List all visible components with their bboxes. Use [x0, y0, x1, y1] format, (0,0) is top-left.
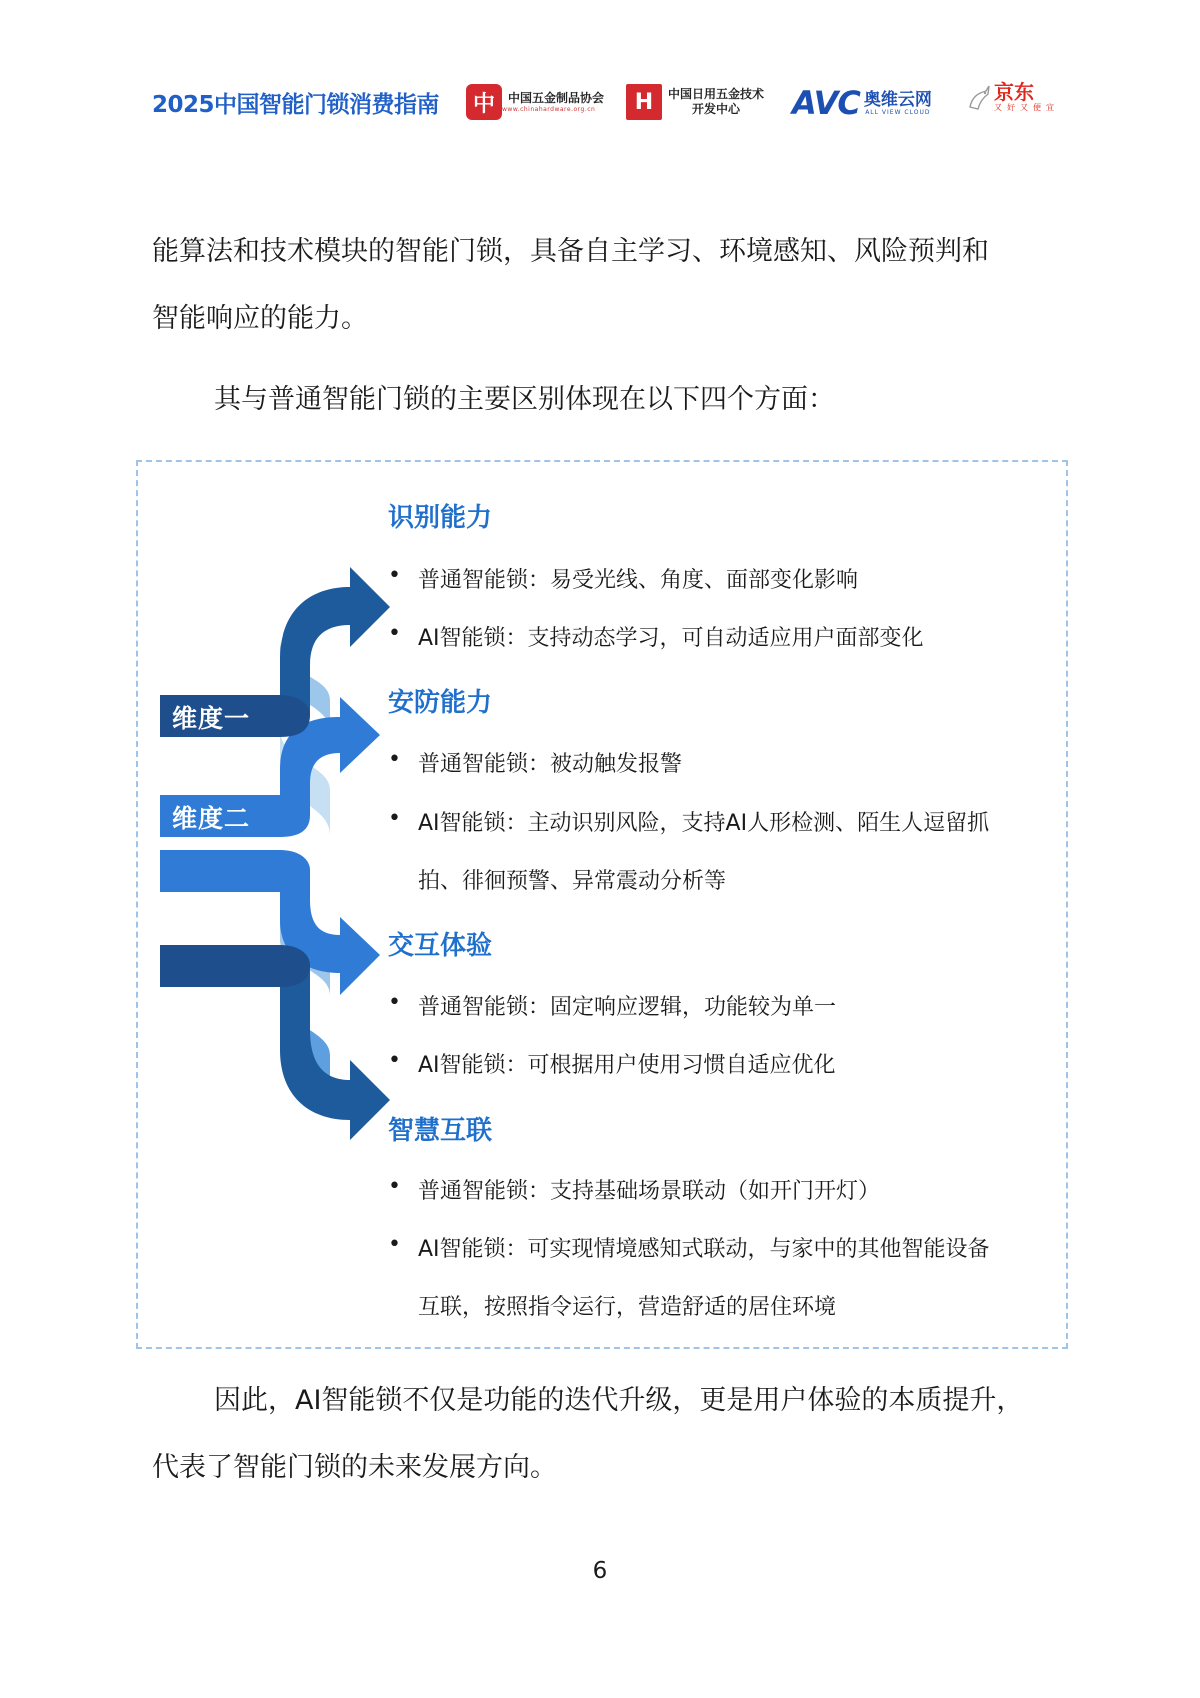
- dimension-label-4: 维度四: [172, 1010, 251, 1039]
- section-title-security: 安防能力: [388, 688, 493, 718]
- logo-china-hardware-association: [466, 84, 604, 120]
- h-logo-icon: H: [626, 84, 662, 120]
- hardware-association-logo-icon: 中: [466, 84, 502, 120]
- bullet-dot: •: [388, 747, 401, 772]
- section-title-recognition: 识别能力: [388, 503, 493, 533]
- logo-name: 京东: [994, 80, 1034, 104]
- bullet-text: 普通智能锁：易受光线、角度、面部变化影响: [418, 568, 859, 593]
- bullet-item: [388, 747, 683, 778]
- dimension-label-3: 维度三: [172, 910, 251, 939]
- logo-sub: ALL VIEW CLOUD: [865, 108, 931, 116]
- bullet-dot: •: [388, 563, 401, 588]
- logo-jd: [966, 82, 1059, 113]
- logo-sub: 又好又便宜: [994, 103, 1059, 112]
- bullet-item: [388, 1232, 990, 1263]
- bullet-text: AI智能锁：支持动态学习，可自动适应用户面部变化: [418, 626, 924, 651]
- conclusion-line-1: 因此，AI智能锁不仅是功能的迭代升级，更是用户体验的本质提升，: [214, 1385, 1024, 1416]
- bullet-text: AI智能锁：可实现情境感知式联动，与家中的其他智能设备: [418, 1237, 990, 1262]
- logo-url: www.chinahardware.org.cn: [502, 106, 596, 113]
- bullet-item: [388, 621, 924, 652]
- bullet-item: [388, 806, 990, 837]
- section-title-smart-connect: 智慧互联: [388, 1116, 493, 1146]
- bullet-dot: •: [388, 1232, 401, 1257]
- logo-name-line2: 开发中心: [692, 102, 741, 116]
- conclusion-line-2: 代表了智能门锁的未来发展方向。: [152, 1452, 557, 1483]
- dimension-label-1: 维度一: [172, 704, 251, 733]
- bullet-text-continuation: 互联，按照指令运行，营造舒适的居住环境: [418, 1295, 837, 1320]
- bullet-dot: •: [388, 1174, 401, 1199]
- jd-dog-icon: [966, 83, 992, 113]
- section-title-interaction: 交互体验: [388, 931, 493, 961]
- logo-name-line1: 中国日用五金技术: [668, 87, 765, 101]
- ribbon-arrow-1: [280, 567, 390, 715]
- page-number: 6: [592, 1558, 608, 1584]
- logo-avc: [792, 84, 932, 122]
- bullet-dot: •: [388, 1048, 401, 1073]
- bullet-item: [388, 1048, 836, 1079]
- logo-name: 中国五金制品协会: [508, 91, 605, 105]
- dimension-label-2: 维度二: [172, 804, 251, 833]
- ribbon-arrow-4: [280, 965, 390, 1140]
- bullet-text-continuation: 拍、徘徊预警、异常震动分析等: [418, 869, 727, 894]
- bullet-text: AI智能锁：主动识别风险，支持AI人形检测、陌生人逗留抓: [418, 811, 990, 836]
- bullet-item: [388, 990, 837, 1021]
- dimension-tab-4: [160, 945, 310, 987]
- bullet-text: AI智能锁：可根据用户使用习惯自适应优化: [418, 1053, 836, 1078]
- bullet-text: 普通智能锁：固定响应逻辑，功能较为单一: [418, 995, 837, 1020]
- avc-logo-icon: AVC: [792, 84, 860, 122]
- document-title: 2025中国智能门锁消费指南: [152, 92, 440, 118]
- bullet-text: 普通智能锁：支持基础场景联动（如开门开灯）: [418, 1179, 881, 1204]
- bullet-dot: •: [388, 806, 401, 831]
- bullet-dot: •: [388, 621, 401, 646]
- dimension-tab-3: [160, 850, 310, 892]
- bullet-item: [388, 563, 859, 594]
- bullet-dot: •: [388, 990, 401, 1015]
- logo-hardware-tech-center: [626, 84, 764, 120]
- intro-line-2: 智能响应的能力。: [152, 303, 368, 334]
- intro-line-1: 能算法和技术模块的智能门锁，具备自主学习、环境感知、风险预判和: [152, 236, 989, 267]
- bullet-text: 普通智能锁：被动触发报警: [418, 752, 683, 777]
- logo-name: 奥维云网: [863, 89, 932, 110]
- lead-sentence: 其与普通智能门锁的主要区别体现在以下四个方面：: [214, 384, 835, 415]
- four-dimension-ribbon-diagram: [160, 525, 400, 1215]
- bullet-item: [388, 1174, 881, 1205]
